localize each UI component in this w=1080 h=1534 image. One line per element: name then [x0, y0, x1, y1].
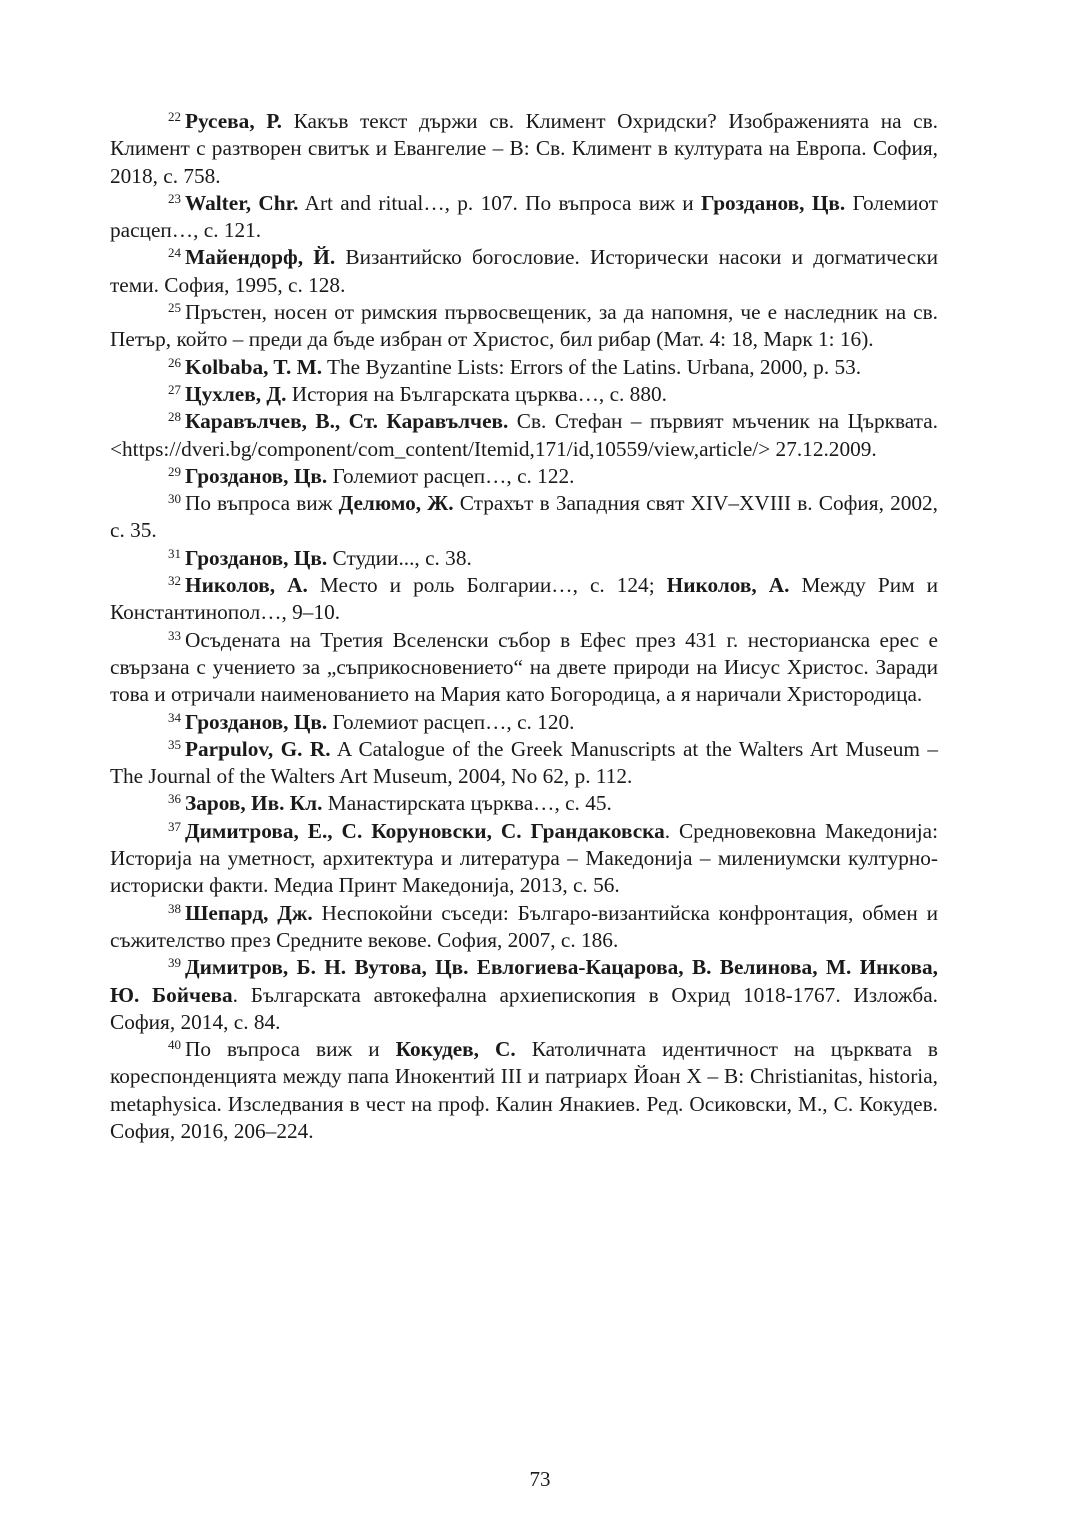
- footnote-author: Walter, Chr.: [185, 190, 299, 215]
- footnote-40: [110, 1036, 938, 1145]
- footnote-text: Страхът в Западния свят XIV–XVIII в. София, 2002, с. 35.: [110, 491, 938, 543]
- footnote-29: [110, 463, 938, 490]
- footnote-text: Византийско богословие. Исторически насоки и догматически теми. София, 1995, с. 128.: [110, 245, 938, 297]
- footnote-author: Николов, А.: [185, 573, 308, 598]
- footnote-author: Грозданов, Цв.: [185, 463, 328, 488]
- footnote-text: Пръстен, носен от римския първосвещеник, за да напомня, че е наследник на св. Петър, който – преди да бъде избран от Христос, бил рибар (Мат. 4: 18, Марк 1: 16).: [110, 300, 938, 352]
- footnote-34: [110, 709, 938, 736]
- footnote-text-2: Големиот расцеп…, с. 121.: [110, 190, 938, 243]
- footnote-number: 22: [168, 109, 181, 124]
- footnote-author: Цухлев, Д.: [185, 381, 287, 406]
- footnote-number: 38: [168, 900, 181, 916]
- footnote-text: Манастирската църква…, с. 45.: [322, 791, 612, 816]
- footnote-30: [110, 490, 938, 545]
- footnote-number: 28: [168, 409, 181, 425]
- footnote-text: . Средновековна Македонија: Историја на уметност, архитектура и литература – Македонија – милениумски културно-историски факти. Медиа Принт Македонија, 2013, с. 56.: [110, 818, 938, 898]
- footnote-25: [110, 299, 938, 354]
- footnote-number: 40: [168, 1037, 181, 1053]
- footnote-38: [110, 900, 938, 955]
- footnote-author: Kolbaba, T. M.: [185, 354, 323, 379]
- footnote-text: The Byzantine Lists: Errors of the Latins. Urbana, 2000, p. 53.: [322, 354, 862, 379]
- footnote-author: Димитров, Б. Н. Вутова, Цв. Евлогиева-Кацарова, В. Велинова, М. Инкова, Ю. Бойчева: [110, 955, 938, 1007]
- footnote-number: 33: [168, 627, 181, 643]
- footnote-pre: По въпроса виж и: [185, 1037, 396, 1062]
- footnote-author: Димитрова, Е., С. Коруновски, С. Грандаковска: [185, 818, 665, 843]
- footnote-33: [110, 627, 938, 709]
- footnote-pre: По въпроса виж: [185, 491, 339, 516]
- footnote-text: Св. Стефан – първият мъченик на Църквата. <https://dveri.bg/component/com_content/Itemid,171/id,10559/view,article/> 27.12.2009.: [110, 409, 938, 461]
- footnote-number: 30: [168, 491, 181, 507]
- footnote-number: 34: [168, 709, 181, 725]
- footnote-text: Осъдената на Третия Вселенски събор в Ефес през 431 г. несторианска ерес е свързана с учението за „съприкосновението“ на двете природи на Иисус Христос. Заради това и отричали наименованието на Мария като Богородица, а я наричали Христородица.: [110, 627, 938, 707]
- footnote-author: Шепард, Дж.: [185, 900, 313, 925]
- footnote-36: [110, 790, 938, 817]
- footnote-number: 31: [168, 545, 181, 561]
- footnote-28: [110, 408, 938, 463]
- footnote-text: Големиот расцеп…, с. 120.: [327, 709, 575, 734]
- footnote-number: 39: [168, 955, 181, 971]
- footnote-text: Место и роль Болгарии…, с. 124;: [307, 573, 667, 598]
- footnote-31: [110, 545, 938, 572]
- footnote-text: Какъв текст държи св. Климент Охридски? Изображенията на св. Климент с разтворен свитък и Евангелие – В: Св. Климент в културата на Европа. София, 2018, с. 758.: [110, 109, 939, 188]
- footnote-39: [110, 954, 938, 1036]
- page-number: 73: [529, 1467, 551, 1491]
- footnote-37: [110, 818, 938, 900]
- footnote-32: [110, 572, 938, 627]
- footnote-23: [110, 190, 938, 245]
- footnote-author-2: Николов, А.: [666, 573, 790, 598]
- footnote-text: Големиот расцеп…, с. 122.: [327, 463, 575, 488]
- footnote-author: Каравълчев, В., Ст. Каравълчев.: [185, 409, 509, 434]
- footnote-number: 25: [168, 300, 181, 316]
- footnote-author-2: Грозданов, Цв.: [700, 190, 846, 215]
- footnote-text-2: Между Рим и Константинопол…, 9–10.: [110, 573, 938, 625]
- footnote-author: Parpulov, G. R.: [185, 736, 331, 761]
- footnote-author: Грозданов, Цв.: [185, 545, 328, 570]
- footnote-24: [110, 244, 938, 299]
- footnote-author: Делюмо, Ж.: [338, 491, 454, 516]
- footnote-author: Грозданов, Цв.: [185, 709, 328, 734]
- footnote-text: . Българската автокефална архиепископия в Охрид 1018-1767. Изложба. София, 2014, с. 84.: [110, 982, 938, 1034]
- footnote-26: [110, 354, 938, 381]
- footnote-number: 29: [168, 463, 181, 479]
- footnote-number: 35: [168, 736, 181, 752]
- footnote-text: Art and ritual…, p. 107. По въпроса виж и: [298, 190, 701, 215]
- footnote-number: 36: [168, 791, 181, 807]
- footnote-number: 24: [168, 245, 181, 261]
- footnote-22: [110, 108, 938, 190]
- footnote-35: [110, 736, 938, 791]
- footnote-author: Русева, Р.: [185, 109, 282, 133]
- footnote-27: [110, 381, 938, 408]
- footnote-number: 37: [168, 818, 181, 834]
- footnote-author: Кокудев, С.: [395, 1037, 516, 1062]
- footnote-text: История на Българската църква…, с. 880.: [286, 381, 667, 406]
- footnote-author: Заров, Ив. Кл.: [185, 791, 323, 816]
- footnote-author: Майендорф, Й.: [185, 245, 336, 270]
- footnote-number: 32: [168, 573, 181, 589]
- footnote-text: Неспокойни съседи: Българо-византийска конфронтация, обмен и съжителство през Средните векове. София, 2007, с. 186.: [110, 900, 938, 952]
- footnote-text: A Catalogue of the Greek Manuscripts at the Walters Art Museum – The Journal of the Walters Art Museum, 2004, No 62, p. 112.: [110, 736, 938, 789]
- footnote-number: 27: [168, 381, 181, 397]
- footnotes-block: [110, 108, 938, 1145]
- footnote-text: Католичната идентичност на църквата в кореспонденцията между папа Инокентий III и патриарх Йоан X – B: Christianitas, historia, metaphysica. Изследвания в чест на проф. Калин Янакиев. Ред. Осиковски, М., С. Кокудев. София, 2016, 206–224.: [110, 1037, 938, 1143]
- footnote-number: 26: [168, 354, 181, 370]
- footnote-number: 23: [168, 190, 181, 206]
- footnote-text: Студии..., с. 38.: [327, 545, 472, 570]
